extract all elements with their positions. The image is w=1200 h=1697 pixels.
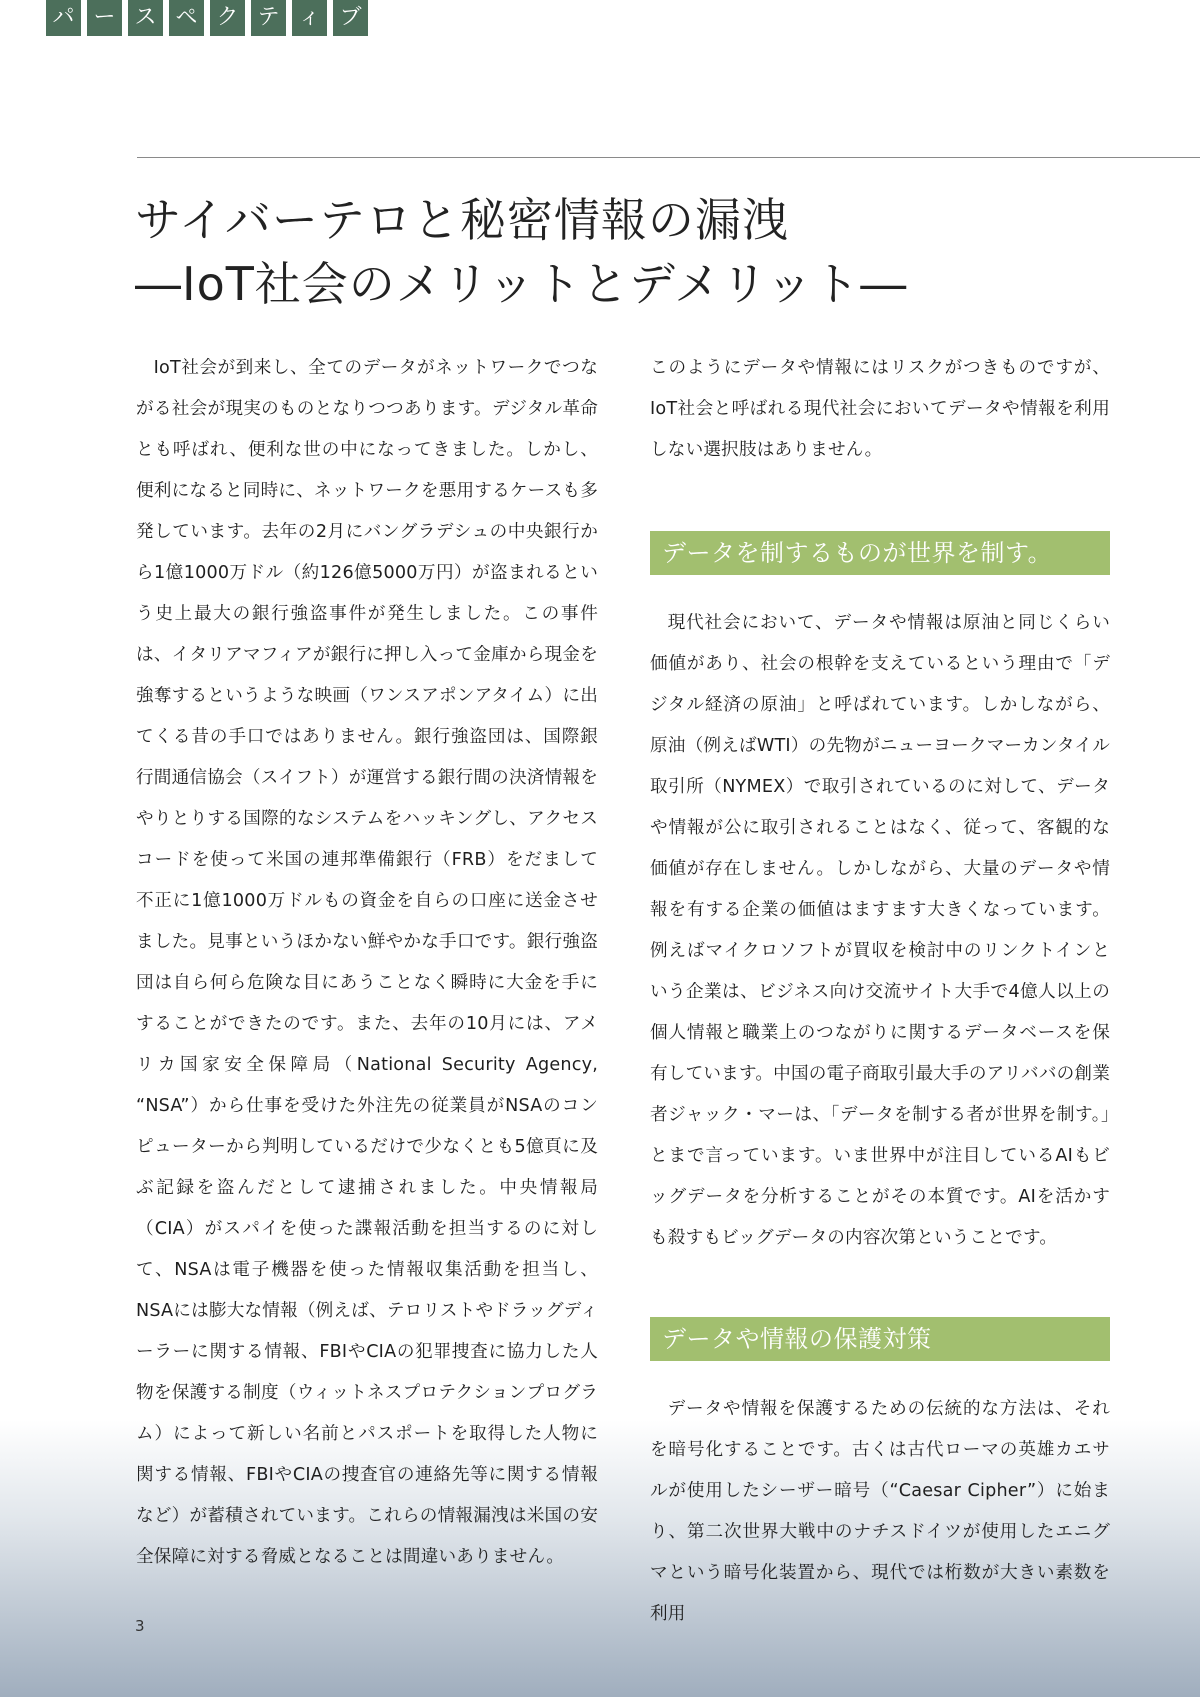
section-label-char: テ — [251, 0, 286, 36]
section-label-char: ス — [128, 0, 163, 36]
section-label-char: ブ — [333, 0, 368, 36]
page-number: 3 — [135, 1617, 145, 1635]
right-intro-paragraph: このようにデータや情報にはリスクがつきものですが、IoT社会と呼ばれる現代社会においてデータや情報を利用しない選択肢はありません。 — [650, 358, 1110, 460]
article-title — [135, 188, 907, 316]
section-label-char: パ — [46, 0, 81, 36]
article-title-line2: ―IoT社会のメリットとデメリット― — [135, 257, 908, 311]
section-label-badges — [46, 0, 368, 36]
title-divider — [137, 157, 1200, 158]
section-heading-data-control: データを制するものが世界を制す。 — [650, 531, 1110, 575]
left-body-paragraph: IoT社会が到来し、全てのデータがネットワークでつながる社会が現実のものとなりつつあります。デジタル革命とも呼ばれ、便利な世の中になってきました。しかし、便利になると同時に、ネットワークを悪用するケースも多発しています。去年の2月にバングラデシュの中央銀行から1億1000万ドル（約126億5000万円）が盗まれるという史上最大の銀行強盗事件が発生しました。この事件は、イタリアマフィアが銀行に押し入って金庫から現金を強奪するというような映画（ワンスアポンアタイム）に出てくる昔の手口ではありません。銀行強盗団は、国際銀行間通信協会（スイフト）が運営する銀行間の決済情報をやりとりする国際的なシステムをハッキングし、アクセスコードを使って米国の連邦準備銀行（FRB）をだまして不正に1億1000万ドルもの資金を自らの口座に送金させました。見事というほかない鮮やかな手口です。銀行強盗団は自ら何ら危険な目にあうことなく瞬時に大金を手にすることができたのです。また、去年の10月には、アメリカ国家安全保障局（National Security Agency, “NSA”）から仕事を受けた外注先の従業員がNSAのコンピューターから判明しているだけで少なくとも5億頁に及ぶ記録を盗んだとして逮捕されました。中央情報局（CIA）がスパイを使った諜報活動を担当するのに対して、NSAは電子機器を使った情報収集活動を担当し、NSAには膨大な情報（例えば、テロリストやドラッグディーラーに関する情報、FBIやCIAの犯罪捜査に協力した人物を保護する制度（ウィットネスプロテクションプログラム）によって新しい名前とパスポートを取得した人物に関する情報、FBIやCIAの捜査官の連絡先等に関する情報など）が蓄積されています。これらの情報漏洩は米国の安全保障に対する脅威となることは間違いありません。 — [136, 358, 598, 1567]
section-label-char: ク — [210, 0, 245, 36]
section-heading-data-protection: データや情報の保護対策 — [650, 1317, 1110, 1361]
section-paragraph-data-protection: データや情報を保護するための伝統的な方法は、それを暗号化することです。古くは古代ローマの英雄カエサルが使用したシーザー暗号（“Caesar Cipher”）に始まり、第二次世界大戦中のナチスドイツが使用したエニグマという暗号化装置から、現代では桁数が大きい素数を利用 — [650, 1399, 1110, 1624]
section-label-char: ペ — [169, 0, 204, 36]
section-label-char: ィ — [292, 0, 327, 36]
left-column — [136, 348, 598, 1578]
section-label-char: ー — [87, 0, 122, 36]
right-column — [650, 348, 1110, 1635]
article-title-line1: サイバーテロと秘密情報の漏洩 — [135, 193, 789, 247]
section-paragraph-data-control: 現代社会において、データや情報は原油と同じくらい価値があり、社会の根幹を支えているという理由で「デジタル経済の原油」と呼ばれています。しかしながら、原油（例えばWTI）の先物がニューヨークマーカンタイル取引所（NYMEX）で取引されているのに対して、データや情報が公に取引されることはなく、従って、客観的な価値が存在しません。しかしながら、大量のデータや情報を有する企業の価値はますます大きくなっています。例えばマイクロソフトが買収を検討中のリンクトインという企業は、ビジネス向け交流サイト大手で4億人以上の個人情報と職業上のつながりに関するデータベースを保有しています。中国の電子商取引最大手のアリババの創業者ジャック・マーは、「データを制する者が世界を制す。」とまで言っています。いま世界中が注目しているAIもビッグデータを分析することがその本質です。AIを活かすも殺すもビッグデータの内容次第ということです。 — [650, 613, 1111, 1248]
